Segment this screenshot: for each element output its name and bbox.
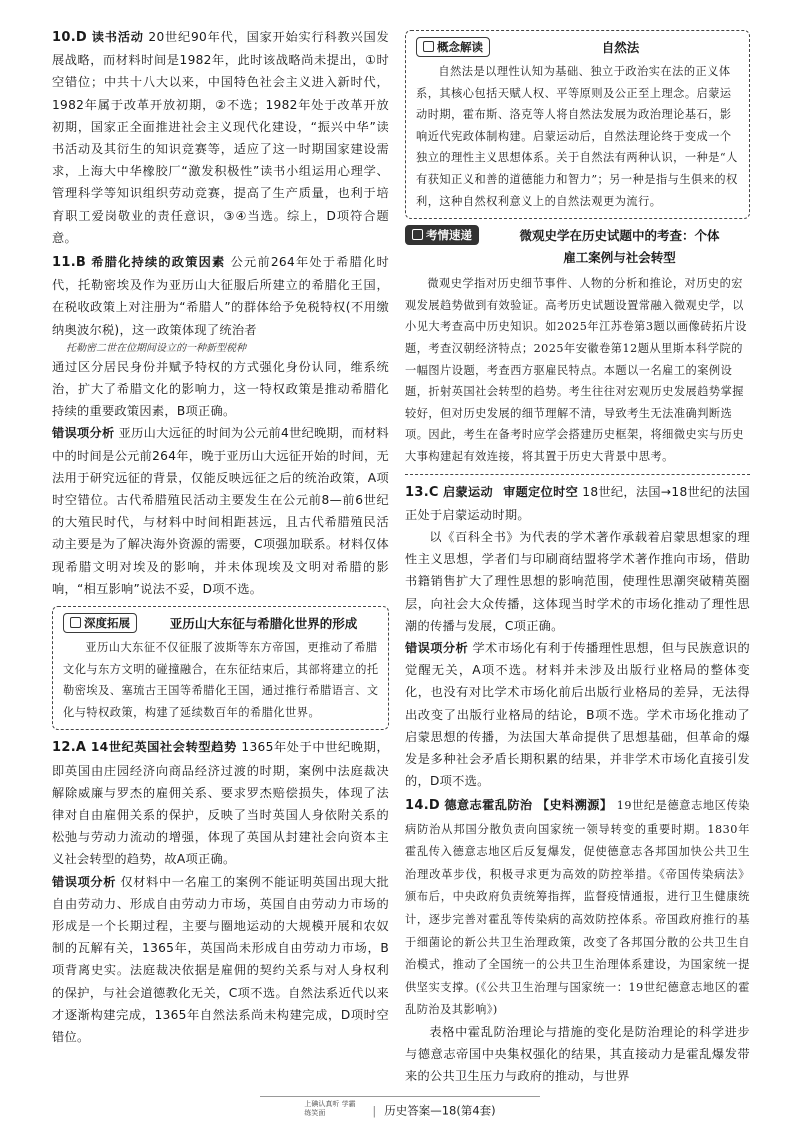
- q11-error-text: 亚历山大远征的时间为公元前4世纪晚期，而材料中的时间是公元前264年，晚于亚历山大远征开始的时间，无法用于研究远征的背景，仅能反映远征之后的统治政策，A项时空错位。古代希腊殖民活动主要发生在公元前8—前6世纪的大殖民时代，与材料中时间相距甚远，且古代希腊殖民活动主要是为了解决海外资源的需要，C项强加联系。材料仅体现希腊文明对埃及的影响，并未体现埃及文明对希腊的影响，“相互影响”说法不妥，D项不选。: [52, 426, 389, 596]
- deep-extension-text: 亚历山大东征不仅征服了波斯等东方帝国，更推动了希腊文化与东方文明的碰撞融合，在东征结束后，其部将建立的托勒密埃及、塞琉古王国等希腊化王国，通过推行希腊语言、文化与特权政策，构建了延续数百年的希腊化世界。: [63, 641, 379, 719]
- deep-extension-title: 亚历山大东征与希腊化世界的形成: [169, 616, 358, 632]
- q11-number: 11.B: [52, 255, 87, 271]
- q11-title: 希腊化持续的政策因素: [91, 255, 226, 270]
- q12-error-analysis: [52, 871, 389, 1049]
- exam-title-line1: 微观史学在历史试题中的考查：个体: [519, 228, 720, 244]
- q10-text: 20世纪90年代，国家开始实行科教兴国发展战略，而材料时间是1982年，此时该战略尚未提出，①时空错位；中共十八大以来，中国特色社会主义进入新时代，1982年属于改革开放初期，②不选；1982年处于改革开放初期，国家正全面推进社会主义现代化建设，“振兴中华”读书活动及其衍生的知识竞赛等，适应了这一时期国家建设需求，上海大中华橡胶厂“激发积极性”读书小组运用心理学、管理科学等知识组织劳动竞赛，提高了生产质量，也利于培育职工爱岗敬业的责任意识，③④当选。综上，D项符合题意。: [52, 30, 389, 245]
- deep-extension-tag-label: 深度拓展: [84, 616, 130, 631]
- q14-number: 14.D: [405, 798, 441, 814]
- q13-number: 13.C: [405, 484, 439, 500]
- q10-number: 10.D: [52, 30, 88, 45]
- deep-extension-header: [63, 613, 380, 633]
- exam-title: [489, 225, 750, 269]
- q13-text: 以《百科全书》为代表的学术著作承载着启蒙思想家的理性主义思想，学者们与印刷商结盟将学术著作推向市场，借助书籍销售扩大了理性思想的影响范围，使理性思潮突破精英圈层，向社会大众传播，这体现当时学术的市场化推动了理性思潮的传播与发展，C项正确。: [405, 529, 750, 633]
- q14-text: 表格中霍乱防治理论与措施的变化是防治理论的科学进步与德意志帝国中央集权强化的结果，其直接动力是霍乱爆发带来的公共卫生压力与政府的推动，与世界: [405, 1024, 750, 1084]
- exam-tag: [405, 225, 479, 245]
- q13-answer: [405, 481, 750, 526]
- brand-logo: 上碘认真听 学霸练笑面: [304, 1100, 356, 1117]
- footer: [0, 1100, 800, 1122]
- concept-box: [405, 30, 750, 219]
- q14-answer: [405, 794, 750, 1021]
- q12-text: 1365年处于中世纪晚期，即英国由庄园经济向商品经济过渡的时期，案例中法庭裁决解除威廉与罗杰的雇佣关系、要求罗杰赔偿损失，体现了法律对自由雇佣关系的保护，反映了当时英国人身依附关系的松弛与劳动力流动的增强，体现了英国从封建社会向资本主义社会转型的趋势，故A项正确。: [52, 740, 389, 867]
- q11-error-analysis: [52, 422, 389, 600]
- right-column: [405, 30, 750, 1088]
- flag-icon: [412, 229, 423, 240]
- exam-header: [405, 225, 750, 269]
- q10-title: 读书活动: [91, 30, 144, 44]
- q12-title: 14世纪英国社会转型趋势: [90, 740, 237, 755]
- left-column: [52, 26, 389, 1048]
- footer-divider: [260, 1096, 540, 1097]
- q13-title: 启蒙运动: [442, 484, 493, 499]
- q13-error-text: 学术市场化有利于传播理性思想，但与民族意识的觉醒无关，A项不选。材料并未涉及出版行业格局的整体变化，也没有对比学术市场化前后出版行业格局的差异，无法得出改变了出版行业格局的结论，B项不选。学术市场化推动了启蒙思想的传播，为法国大革命提供了思想基础，但革命的爆发是多种社会矛盾长期积累的结果，并非学术市场化直接引发的，D项不选。: [405, 640, 750, 789]
- q11-error-label: 错误项分析: [52, 426, 115, 441]
- q13-error-analysis: [405, 637, 750, 792]
- book-icon: [70, 617, 81, 628]
- concept-header: [416, 37, 741, 57]
- q12-answer: [52, 736, 389, 870]
- q14-source-label: 【史料溯源】: [536, 798, 613, 813]
- q12-number: 12.A: [52, 740, 87, 756]
- concept-icon: [423, 41, 434, 52]
- footer-separator: |: [372, 1103, 377, 1118]
- q13-locate-text: 18世纪，法国→18世纪的法国正处于启蒙运动时期。: [405, 484, 750, 522]
- deep-extension-box: [52, 606, 389, 730]
- q11-answer: [52, 251, 389, 341]
- q13-locate-label: 审题定位时空: [503, 484, 579, 499]
- q14-title: 德意志霍乱防治: [444, 798, 533, 813]
- concept-tag-label: 概念解读: [437, 40, 483, 54]
- q12-error-label: 错误项分析: [52, 874, 116, 889]
- deep-extension-tag: [63, 613, 137, 633]
- exam-text: 微观史学指对历史细节事件、人物的分析和推论，对历史的宏观发展趋势做到有效验证。高考历史试题设置常融入微观史学，以小见大考查高中历史知识。如2025年江苏卷第3题以画像砖拓片设题，考查汉朝经济特点；2025年安徽卷第12题从里斯本科学院的一幅图片设题，考查西方驱雇民特点。本题以一名雇工的案例设题，折射英国社会转型的趋势。考生往往对宏观历史发展趋势掌握较好，但对历史发展的细节理解不清，导致考生无法准确判断选项。因此，考生在备考时应学会搭建历史框架，将细微史实与历史大事构建起有效连接，将其置于历史大背景中思考。: [405, 273, 750, 474]
- concept-text: 自然法是以理性认知为基础、独立于政治实在法的正义体系，其核心包括天赋人权、平等原则及公正至上理念。启蒙运动时期，霍布斯、洛克等人将自然法发展为政治理论基石，影响近代宪政体制构建。启蒙运动后，自然法理论终于变成一个独立的理性主义思想体系。关于自然法有两种认识，一种是“人有获知正义和善的道德能力和智力”；另一种是指与生俱来的权利，这种自然权利意义上的自然法观更为流行。: [416, 65, 738, 208]
- q14-source-text: 19世纪是德意志地区传染病防治从邦国分散负责向国家统一领导转变的重要时期。1830年霍乱传入德意志地区后反复爆发，促使德意志各邦国加快公共卫生治理改革步伐，积极寻求更为高效的防控举措。《帝国传染病法》颁布后，中央政府负责统筹指挥，监督疫情通报，进行卫生健康统计，逐步完善对霍乱等传染病的高效防控体系。帝国政府推行的基于细菌论的新公共卫生治理政策，改变了各邦国分散的公共卫生自治模式，推动了全国统一的公共卫生治理体系建设，为国家统一提供坚实支撑。(《公共卫生治理与国家统一：19世纪德意志地区的霍乱防治及其影响》): [405, 799, 750, 1017]
- concept-tag: [416, 37, 490, 57]
- q13-error-label: 错误项分析: [405, 640, 469, 655]
- q12-error-text: 仅材料中一名雇工的案例不能证明英国出现大批自由劳动力、形成自由劳动力市场，英国自由劳动力市场的形成是一个长期过程，主要与圈地运动的大规模开展和农奴制的瓦解有关，1365年，英国尚未形成自由劳动力市场，B项背离史实。法庭裁决依据是雇佣的契约关系与对人身权利的保护，与社会道德教化无关，C项不选。自然法系近代以来才逐渐构建完成，1365年自然法系尚未构建完成，D项时空错位。: [52, 874, 389, 1045]
- q10-answer: [52, 26, 389, 249]
- concept-title: 自然法: [601, 40, 640, 55]
- exam-tag-label: 考情速递: [426, 228, 472, 243]
- exam-title-line2: 雇工案例与社会转型: [563, 250, 676, 266]
- q11-text-1: 公元前264年处于希腊化时代，托勒密埃及作为亚历山大征服后所建立的希腊化王国，在税收政策上对注册为“希腊人”的群体给予免税特权(不用缴纳奥波尔税)，这一政策体现了统治者: [52, 255, 389, 337]
- q11-handwritten-annotation: 托勒密二世在位期间设立的一种新型税种: [66, 342, 246, 354]
- page-label: 历史答案—18(第4套): [384, 1103, 496, 1118]
- q11-text-2: 通过区分居民身份并赋予特权的方式强化身份认同，维系统治，扩大了希腊文化的影响力，这一特权政策是推动希腊化持续的重要政策因素，B项正确。: [52, 359, 389, 419]
